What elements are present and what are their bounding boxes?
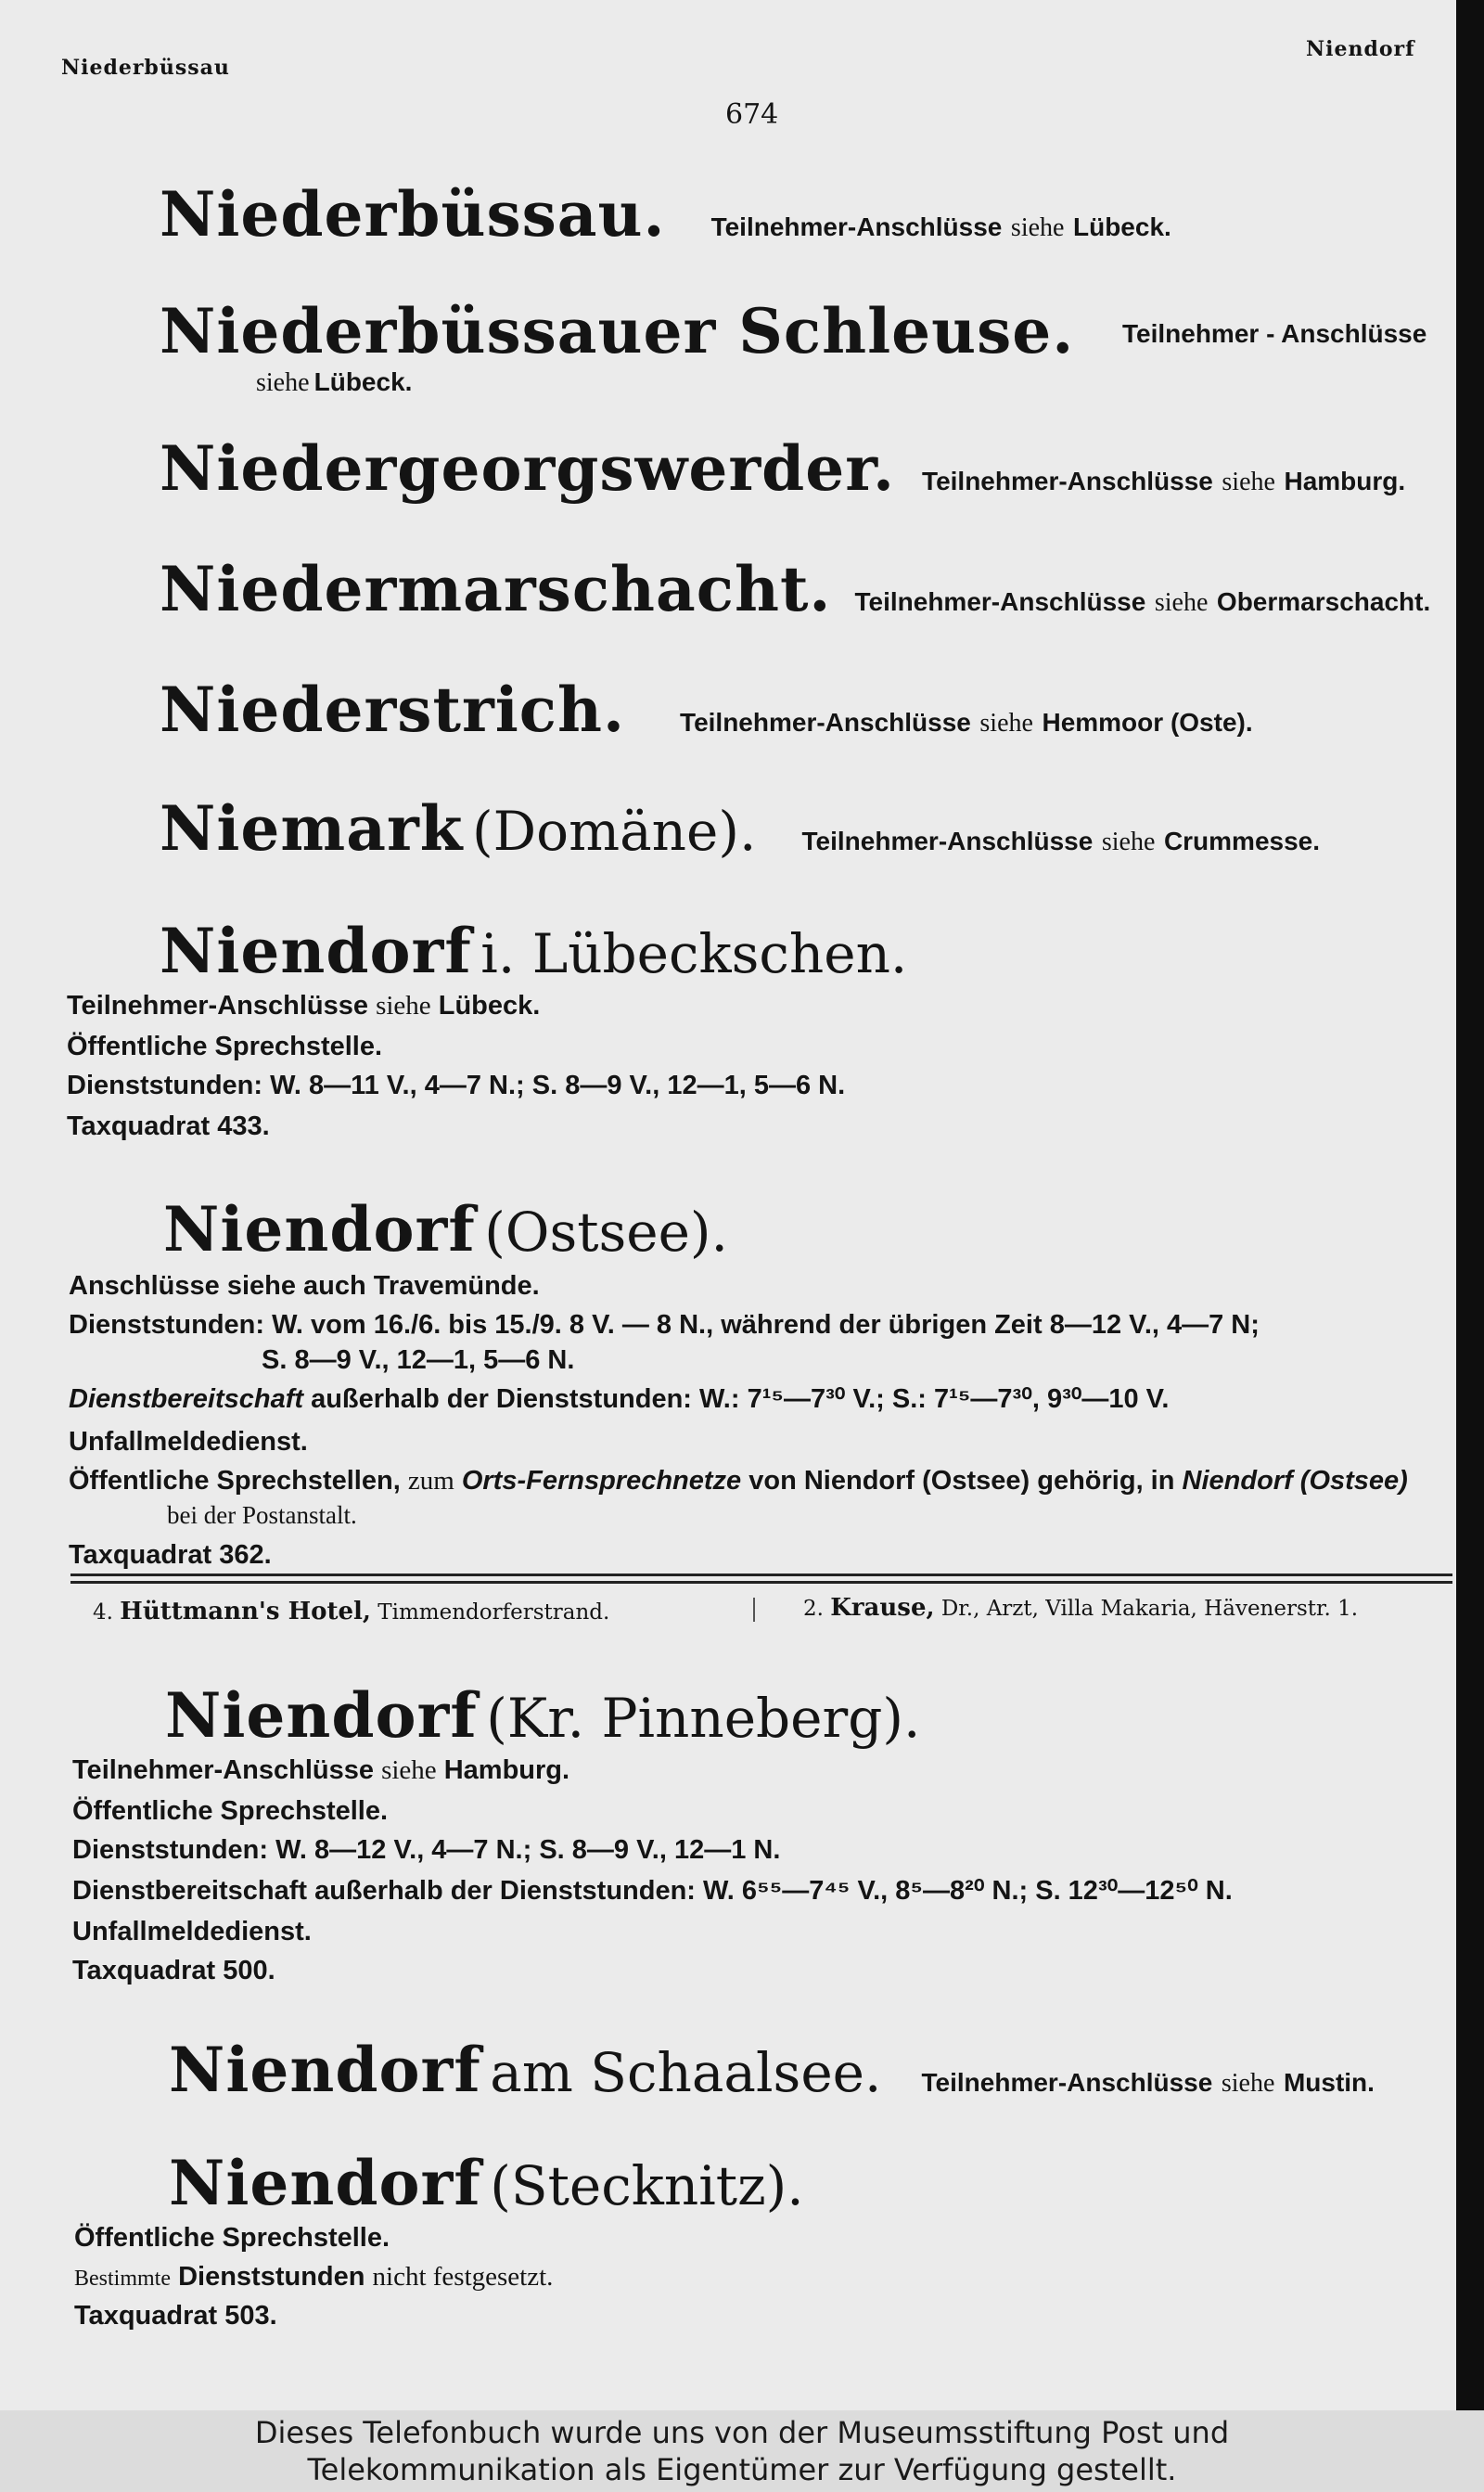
entry-ref-continuation	[256, 367, 412, 398]
pinneberg-line-3	[72, 1835, 780, 1866]
entry-name: Niendorf	[165, 1679, 478, 1752]
entry-name: Niedergeorgswerder.	[160, 432, 895, 505]
readiness-text: W. 6⁵⁵—7⁴⁵ V., 8⁵—8²⁰ N.; S. 12³⁰—12⁵⁰ N.	[703, 1876, 1233, 1906]
heading-niendorf-schaalsee	[169, 2032, 1375, 2109]
hours-text: W. 8—12 V., 4—7 N.; S. 8—9 V., 12—1 N.	[275, 1835, 781, 1865]
listing-huettmann	[93, 1598, 609, 1625]
listing-name: Krause,	[830, 1594, 935, 1622]
ostsee-line-3	[69, 1382, 1169, 1415]
pinneberg-line-6: Taxquadrat 500.	[72, 1956, 275, 1985]
luebeck-line-3	[67, 1071, 845, 1101]
ref-prefix: Teilnehmer-Anschlüsse	[67, 991, 369, 1021]
entry-ref-place: Crummesse.	[1163, 827, 1321, 855]
listing-detail: Dr., Arzt, Villa Makaria, Hävenerstr. 1.	[940, 1597, 1359, 1621]
readiness-text: außerhalb der Dienststunden: W.: 7¹⁵—7³⁰ V.; S.: 7¹⁵—7³⁰, 9³⁰—10 V.	[311, 1384, 1170, 1414]
entry-ref-word: siehe	[979, 709, 1033, 738]
pinneberg-line-5: Unfallmeldedienst.	[72, 1917, 312, 1946]
entry-name: Niendorf	[169, 2034, 481, 2106]
text: zum	[407, 1466, 454, 1496]
hours-label: Dienststunden	[178, 2262, 365, 2292]
text: nicht festgesetzt.	[372, 2262, 554, 2292]
text: von Niendorf (Ostsee) gehörig, in	[748, 1466, 1175, 1496]
entry-niedergeorgswerder	[160, 430, 1405, 507]
entry-ref-prefix: Teilnehmer-Anschlüsse	[854, 587, 1146, 616]
ref-place: Hamburg.	[443, 1755, 570, 1785]
scan-edge	[1456, 0, 1484, 2410]
heading-niendorf-stecknitz	[169, 2145, 804, 2222]
entry-ref-prefix: Teilnehmer - Anschlüsse	[1122, 319, 1427, 348]
entry-name: Niendorf	[160, 915, 472, 987]
place-name: Niendorf (Ostsee)	[1182, 1466, 1408, 1496]
entry-ref-place: Hamburg.	[1284, 467, 1406, 495]
listing-name: Hüttmann's Hotel,	[120, 1598, 371, 1625]
entry-qualifier: (Ostsee).	[484, 1201, 728, 1264]
hours-label: Dienststunden:	[69, 1310, 265, 1340]
heading-niendorf-ostsee	[163, 1191, 728, 1268]
pinneberg-line-4	[72, 1874, 1233, 1907]
ref-place: Lübeck.	[438, 991, 541, 1021]
entry-name: Niederstrich.	[160, 674, 625, 746]
entry-ref-place: Hemmoor (Oste).	[1042, 708, 1253, 737]
heading-niendorf-luebeck	[160, 913, 907, 990]
page-number: 674	[725, 98, 779, 131]
entry-ref-place: Lübeck.	[313, 367, 413, 396]
footer-notice	[0, 2410, 1484, 2492]
ref-prefix: Teilnehmer-Anschlüsse	[72, 1755, 375, 1785]
ostsee-line-4: Unfallmeldedienst.	[69, 1427, 308, 1457]
entry-name: Niendorf	[163, 1193, 476, 1265]
stecknitz-line-3: Taxquadrat 503.	[74, 2301, 277, 2331]
entry-ref-prefix: Teilnehmer-Anschlüsse	[710, 212, 1003, 241]
entry-niederbuessauer-schleuse	[160, 293, 1074, 370]
double-rule-top	[70, 1574, 1452, 1576]
entry-name: Niederbüssauer Schleuse.	[160, 295, 1075, 367]
text: Bestimmte	[74, 2267, 171, 2291]
entry-ref-word: siehe	[256, 368, 310, 397]
entry-ref-word: siehe	[1222, 468, 1275, 496]
entry-niederstrich	[160, 672, 1253, 749]
ref-word: siehe	[376, 991, 431, 1021]
entry-ref-prefix: Teilnehmer-Anschlüsse	[922, 467, 1213, 495]
listing-detail: Timmendorferstrand.	[377, 1600, 610, 1625]
entry-name: Niemark	[160, 792, 464, 865]
listing-number: 2.	[803, 1597, 824, 1621]
readiness-label: Dienstbereitschaft außerhalb der Dienststunden:	[72, 1876, 696, 1906]
readiness-label: Dienstbereitschaft	[69, 1384, 304, 1414]
entry-ref-prefix: Teilnehmer-Anschlüsse	[680, 708, 971, 737]
listing-number: 4.	[93, 1600, 113, 1625]
ostsee-line-6: Taxquadrat 362.	[69, 1540, 272, 1570]
stecknitz-line-1: Öffentliche Sprechstelle.	[74, 2223, 390, 2253]
ostsee-line-2-cont: S. 8—9 V., 12—1, 5—6 N.	[262, 1345, 575, 1375]
ostsee-line-5-cont: bei der Postanstalt.	[167, 1501, 357, 1529]
ostsee-line-1: Anschlüsse siehe auch Travemünde.	[69, 1271, 540, 1301]
entry-ref-place: Lübeck.	[1073, 212, 1171, 241]
pinneberg-line-2: Öffentliche Sprechstelle.	[72, 1796, 389, 1826]
column-separator	[753, 1598, 755, 1622]
entry-ref-word: siehe	[1010, 213, 1065, 242]
pinneberg-line-1	[72, 1755, 569, 1786]
entry-ref-prefix: Teilnehmer-Anschlüsse	[801, 827, 1094, 855]
network-name: Orts-Fernsprechnetze	[461, 1466, 742, 1496]
entry-qualifier: am Schaalsee.	[490, 2041, 882, 2104]
entry-niederbuessau	[160, 176, 1171, 253]
entry-ref-word: siehe	[1221, 2069, 1275, 2098]
running-head-left: Niederbüssau	[61, 56, 230, 80]
double-rule-bottom	[70, 1581, 1452, 1584]
stecknitz-line-2	[74, 2262, 553, 2293]
ostsee-line-2	[69, 1310, 1260, 1341]
entry-ref-place: Mustin.	[1283, 2068, 1375, 2097]
footer-line-2: Telekommunikation als Eigentümer zur Verfügung gestellt.	[307, 2452, 1177, 2487]
luebeck-line-4: Taxquadrat 433.	[67, 1111, 270, 1141]
hours-label: Dienststunden:	[67, 1071, 263, 1100]
entry-ref-word: siehe	[1101, 828, 1156, 856]
ostsee-line-5	[69, 1466, 1408, 1496]
running-head-right: Niendorf	[1306, 37, 1415, 61]
hours-text: W. 8—11 V., 4—7 N.; S. 8—9 V., 12—1, 5—6 N.	[270, 1071, 846, 1100]
entry-ref-place: Obermarschacht.	[1216, 587, 1431, 616]
entry-niedermarschacht	[160, 551, 1430, 628]
entry-qualifier: (Kr. Pinneberg).	[486, 1687, 921, 1750]
ref-word: siehe	[381, 1755, 437, 1785]
luebeck-line-1	[67, 991, 540, 1021]
listing-krause	[803, 1594, 1358, 1622]
entry-qualifier: (Stecknitz).	[490, 2154, 804, 2217]
entry-qualifier: i. Lübeckschen.	[480, 922, 908, 985]
entry-ref-prefix: Teilnehmer-Anschlüsse	[921, 2068, 1213, 2097]
public-stations-label: Öffentliche Sprechstellen,	[69, 1466, 401, 1496]
hours-text: W. vom 16./6. bis 15./9. 8 V. — 8 N., während der übrigen Zeit 8—12 V., 4—7 N;	[272, 1310, 1260, 1340]
luebeck-line-2: Öffentliche Sprechstelle.	[67, 1032, 383, 1061]
entry-name: Niedermarschacht.	[160, 553, 832, 625]
footer-line-1: Dieses Telefonbuch wurde uns von der Museumsstiftung Post und	[254, 2415, 1230, 2450]
heading-niendorf-pinneberg	[165, 1677, 920, 1754]
entry-name: Niederbüssau.	[160, 178, 666, 250]
hours-label: Dienststunden:	[72, 1835, 269, 1865]
entry-ref-word: siehe	[1154, 588, 1209, 617]
entry-name: Niendorf	[169, 2147, 481, 2219]
entry-qualifier: (Domäne).	[472, 800, 757, 863]
entry-niemark	[160, 790, 1320, 867]
